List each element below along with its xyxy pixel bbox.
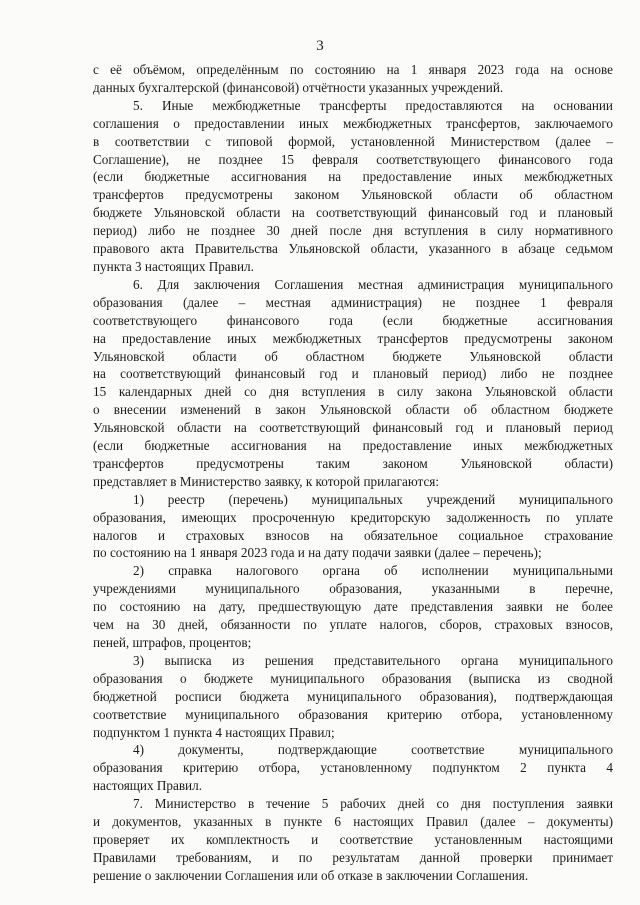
text-line: и документов, указанных в пункте 6 настоящих Правил (далее – документы) [93, 814, 613, 830]
text-line: Ульяновской области об областном бюджете Ульяновской области [93, 348, 613, 364]
text-line: по состоянию на дату, предшествующую дате представления заявки не более [93, 599, 613, 615]
text-line: по состоянию на 1 января 2023 года и на дату подачи заявки (далее – перечень); [93, 545, 542, 561]
paragraph-5 [93, 97, 613, 276]
text-line: решение о заключении Соглашения или об отказе в заключении Соглашения. [93, 867, 529, 883]
document-body [93, 61, 613, 885]
paragraph-6-1 [93, 491, 613, 563]
text-line: образования (далее – местная администрация) не позднее 1 февраля [93, 294, 613, 310]
text-line: пеней, штрафов, процентов; [93, 635, 252, 650]
text-line: бюджете Ульяновской области на соответствующий финансовый год и плановый [93, 205, 613, 221]
text-line: соответствующего финансового года (если бюджетные ассигнования [93, 312, 613, 328]
text-line: образования, имеющих просроченную кредиторскую задолженность по уплате [93, 509, 613, 525]
text-line: соглашения о предоставлении иных межбюджетных трансфертов, заключаемого [93, 115, 613, 131]
paragraph-cont [93, 61, 613, 97]
text-line: на предоставление иных межбюджетных трансфертов предусмотрены законом [93, 330, 613, 346]
text-line: 15 календарных дней со дня вступления в силу закона Ульяновской области [93, 384, 613, 400]
text-line: Соглашение), не позднее 15 февраля соответствующего финансового года [93, 151, 613, 167]
text-line: Правилами требованиям, и по результатам данной проверки принимает [93, 849, 613, 865]
text-line: подпунктом 1 пункта 4 настоящих Правил; [93, 724, 335, 740]
paragraph-6-2 [93, 562, 613, 652]
paragraph-6-3 [93, 652, 613, 742]
paragraph-7 [93, 795, 613, 885]
text-line: (если бюджетные ассигнования на предоставление иных межбюджетных [93, 438, 613, 454]
text-line: 1) реестр (перечень) муниципальных учреждений муниципального [133, 491, 613, 507]
text-line: 3) выписка из решения представительного органа муниципального [133, 652, 613, 668]
text-line: образования критерию отбора, установленному подпунктом 2 пункта 4 [93, 760, 613, 776]
text-line: 2) справка налогового органа об исполнении муниципальными [133, 563, 613, 579]
text-line: 7. Министерство в течение 5 рабочих дней со дня поступления заявки [133, 796, 613, 812]
page-number: 3 [316, 38, 324, 54]
text-line: учреждениями муниципального образования, указанными в перечне, [93, 581, 613, 597]
text-line: данных бухгалтерской (финансовой) отчётности указанных учреждений. [93, 79, 504, 95]
text-line: 6. Для заключения Соглашения местная администрация муниципального [133, 276, 613, 292]
text-line: в соответствии с типовой формой, установленной Министерством (далее – [93, 133, 613, 149]
text-line: пункта 3 настоящих Правил. [93, 258, 254, 274]
text-line: с её объёмом, определённым по состоянию на 1 января 2023 года на основе [93, 62, 613, 77]
text-line: проверяет их комплектность и соответствие установленным настоящими [93, 831, 613, 847]
paragraph-6-4 [93, 741, 613, 795]
text-line: бюджетной росписи бюджета муниципального образования), подтверждающая [93, 688, 613, 704]
text-line: на соответствующий финансовый год и плановый период) либо не позднее [93, 366, 613, 382]
text-line: соответствие муниципального образования критерию отбора, установленному [93, 706, 613, 722]
text-line: настоящих Правил. [93, 778, 202, 794]
paragraph-6 [93, 276, 613, 491]
text-line: правового акта Правительства Ульяновской области, указанного в абзаце седьмом [93, 241, 613, 257]
text-line: трансфертов предусмотрены таким законом Ульяновской области) [93, 455, 613, 471]
text-line: образования о бюджете муниципального образования (выписка из сводной [93, 670, 613, 686]
text-line: чем на 30 дней, обязанности по уплате налогов, сборов, страховых взносов, [93, 617, 613, 633]
text-line: представляет в Министерство заявку, к которой прилагаются: [93, 473, 440, 489]
text-line: Ульяновской области на соответствующий финансовый год и плановый период [93, 420, 613, 436]
text-line: (если бюджетные ассигнования на предоставление иных межбюджетных [93, 169, 613, 185]
text-line: 5. Иные межбюджетные трансферты предоставляются на основании [133, 97, 613, 113]
text-line: 4) документы, подтверждающие соответствие муниципального [133, 742, 613, 758]
text-line: период) либо не позднее 30 дней после дня вступления в силу нормативного [93, 223, 613, 239]
text-line: о внесении изменений в закон Ульяновской области об областном бюджете [93, 402, 613, 418]
text-line: трансфертов предусмотрены законом Ульяновской области об областном [93, 187, 613, 203]
text-line: налогов и страховых взносов на обязательное социальное страхование [93, 527, 613, 543]
